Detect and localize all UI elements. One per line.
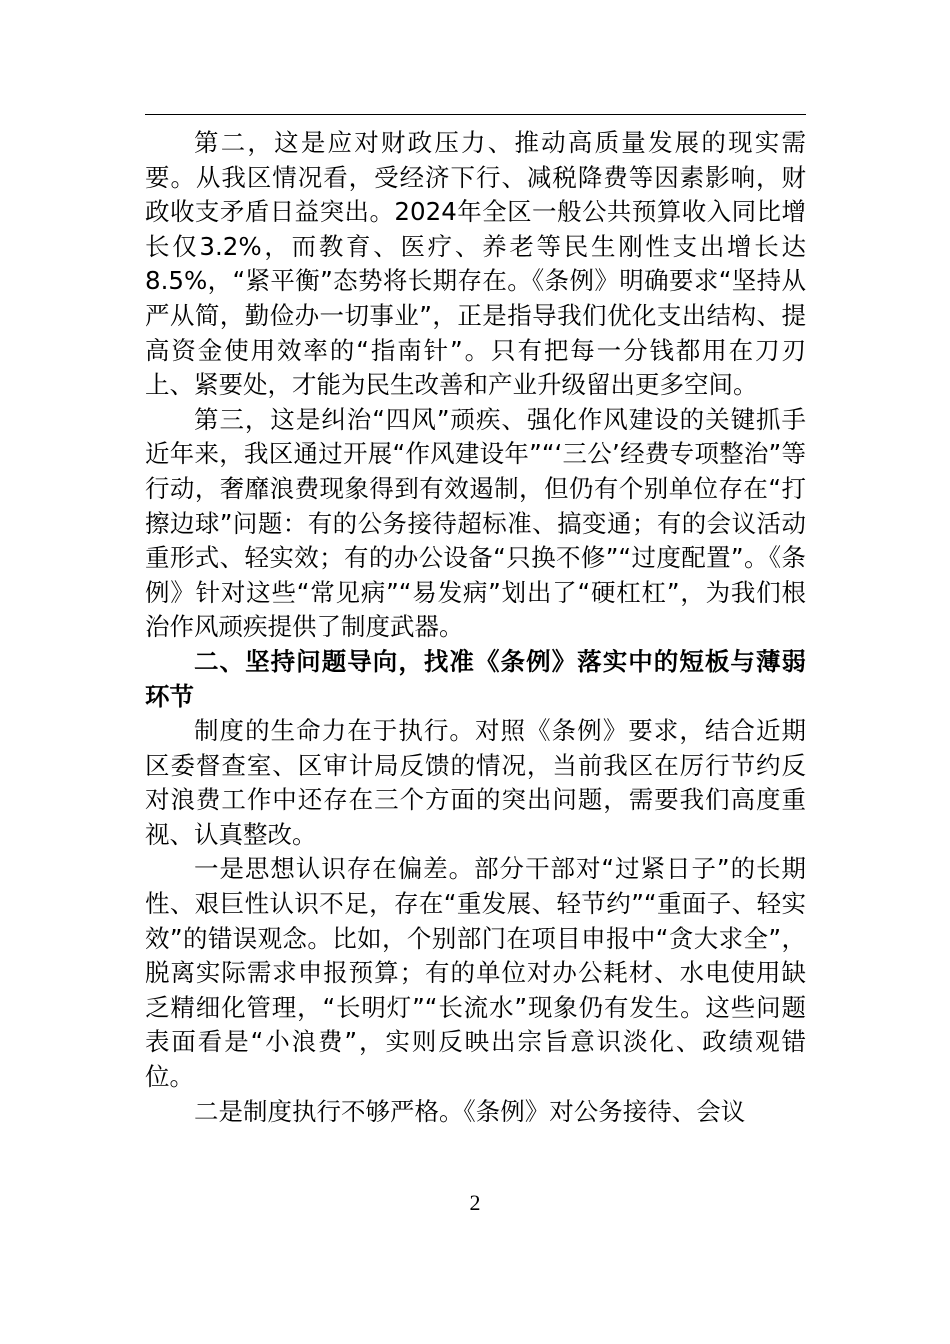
header-rule [145,114,806,115]
paragraph-section-intro: 制度的生命力在于执行。对照《条例》要求，结合近期区委督查室、区审计局反馈的情况，当前我区在厉行节约反对浪费工作中还存在三个方面的突出问题，需要我们高度重视、认真整改。 [145,716,806,849]
section-heading-two: 二、坚持问题导向，找准《条例》落实中的短板与薄弱环节 [145,646,806,711]
paragraph-issue-one: 一是思想认识存在偏差。部分干部对“过紧日子”的长期性、艰巨性认识不足，存在“重发展、轻节约”“重面子、轻实效”的错误观念。比如，个别部门在项目申报中“贪大求全”，脱离实际需求申报预算；有的单位对办公耗材、水电使用缺乏精细化管理，“长明灯”“长流水”现象仍有发生。这些问题表面看是“小浪费”，实则反映出宗旨意识淡化、政绩观错位。 [145,854,806,1092]
page-number: 2 [469,1190,481,1215]
paragraph-issue-two: 二是制度执行不够严格。《条例》对公务接待、会议 [194,1096,746,1126]
paragraph-second-reason: 第二，这是应对财政压力、推动高质量发展的现实需要。从我区情况看，受经济下行、减税降费等因素影响，财政收支矛盾日益突出。2024年全区一般公共预算收入同比增长仅3.2%，而教育、医疗、养老等民生刚性支出增长达8.5%，“紧平衡”态势将长期存在。《条例》明确要求“坚持从严从简，勤俭办一切事业”，正是指导我们优化支出结构、提高资金使用效率的“指南针”。只有把每一分钱都用在刀刃上、紧要处，才能为民生改善和产业升级留出更多空间。 [145,128,806,400]
document-body [145,126,806,1129]
paragraph-third-reason: 第三，这是纠治“四风”顽疾、强化作风建设的关键抓手近年来，我区通过开展“作风建设年”“‘三公’经费专项整治”等行动，奢靡浪费现象得到有效遏制，但仍有个别单位存在“打擦边球”问题：有的公务接待超标准、搞变通；有的会议活动重形式、轻实效；有的办公设备“只换不修”“过度配置”。《条例》针对这些“常见病”“易发病”划出了“硬杠杠”，为我们根治作风顽疾提供了制度武器。 [145,404,806,642]
